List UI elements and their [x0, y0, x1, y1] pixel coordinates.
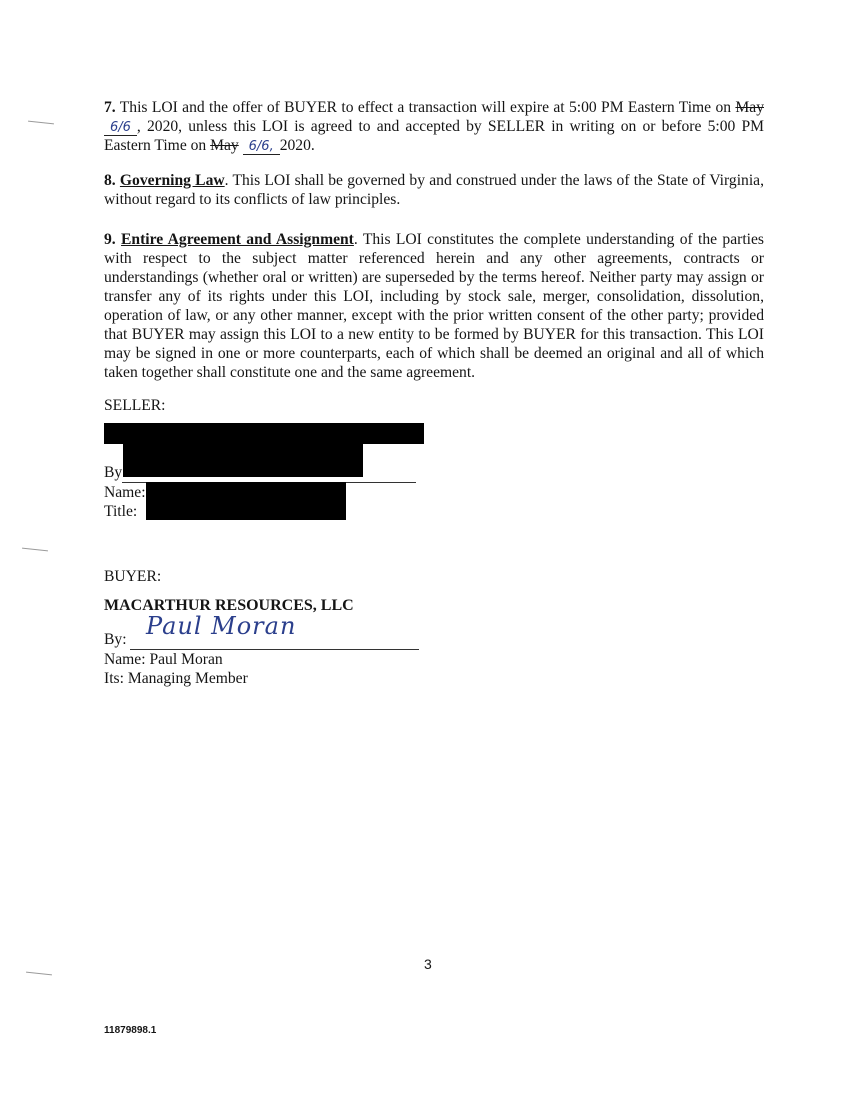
document-id: 11879898.1: [104, 1025, 157, 1036]
section-8-paragraph: [104, 171, 764, 209]
seller-name-label: Name:: [104, 484, 146, 501]
buyer-signature: Paul Moran: [146, 612, 297, 640]
buyer-its-line: Its: Managing Member: [104, 670, 248, 687]
section-7-text-c: 2020.: [279, 137, 315, 154]
section-7-paragraph: [104, 98, 764, 155]
buyer-label: BUYER:: [104, 568, 162, 585]
seller-signature-redaction: [123, 444, 363, 477]
section-9-text: . This LOI constitutes the complete understanding of the parties with respect to the subject matter referenced herein and any other agreements, contracts or understandings (whether oral or written) are superseded by the terms hereof. Neither party may assign or transfer any of its rights under this LOI, including by stock sale, merger, consolidation, dissolution, operation of law, or any other manner, except with the prior written consent of the other party; provided that BUYER may assign this LOI to a new entity to be formed by BUYER for this transaction. This LOI may be signed in one or more counterparts, each of which shall be deemed an original and all of which taken together shall constitute one and the same agreement.: [104, 231, 764, 381]
section-9-number: 9.: [104, 231, 116, 248]
section-7-number: 7.: [104, 99, 116, 116]
section-7-text-b: , 2020, unless this LOI is agreed to and accepted by SELLER in writing on or before 5:00 PM Eastern Time on: [104, 118, 764, 154]
buyer-by-label: By:: [104, 631, 127, 648]
buyer-company-name: MACARTHUR RESOURCES, LLC: [104, 597, 354, 614]
handwritten-date-2: 6/6,: [243, 140, 280, 155]
seller-label: SELLER:: [104, 397, 166, 414]
scan-artifact-mark: [28, 121, 54, 125]
section-8-number: 8.: [104, 172, 116, 189]
seller-name-redaction: [104, 423, 424, 444]
scan-artifact-mark: [22, 548, 48, 552]
section-9-paragraph: [104, 230, 764, 382]
section-8-text: . This LOI shall be governed by and construed under the laws of the State of Virginia, without regard to its conflicts of law principles.: [104, 172, 764, 208]
seller-title-label: Title:: [104, 503, 138, 520]
page-number: 3: [424, 956, 432, 972]
struck-date-1: May: [735, 99, 764, 116]
seller-by-label: By: [104, 464, 123, 481]
handwritten-date-1: 6/6: [104, 121, 137, 136]
section-9-heading: Entire Agreement and Assignment: [121, 231, 354, 248]
struck-date-2: May: [210, 137, 239, 154]
scan-artifact-mark: [26, 972, 52, 976]
section-7-text-a: This LOI and the offer of BUYER to effect a transaction will expire at 5:00 PM Eastern Time on: [119, 99, 732, 116]
seller-name-title-redaction: [146, 482, 346, 520]
section-8-heading: Governing Law: [119, 172, 225, 189]
buyer-name-line: Name: Paul Moran: [104, 651, 223, 668]
